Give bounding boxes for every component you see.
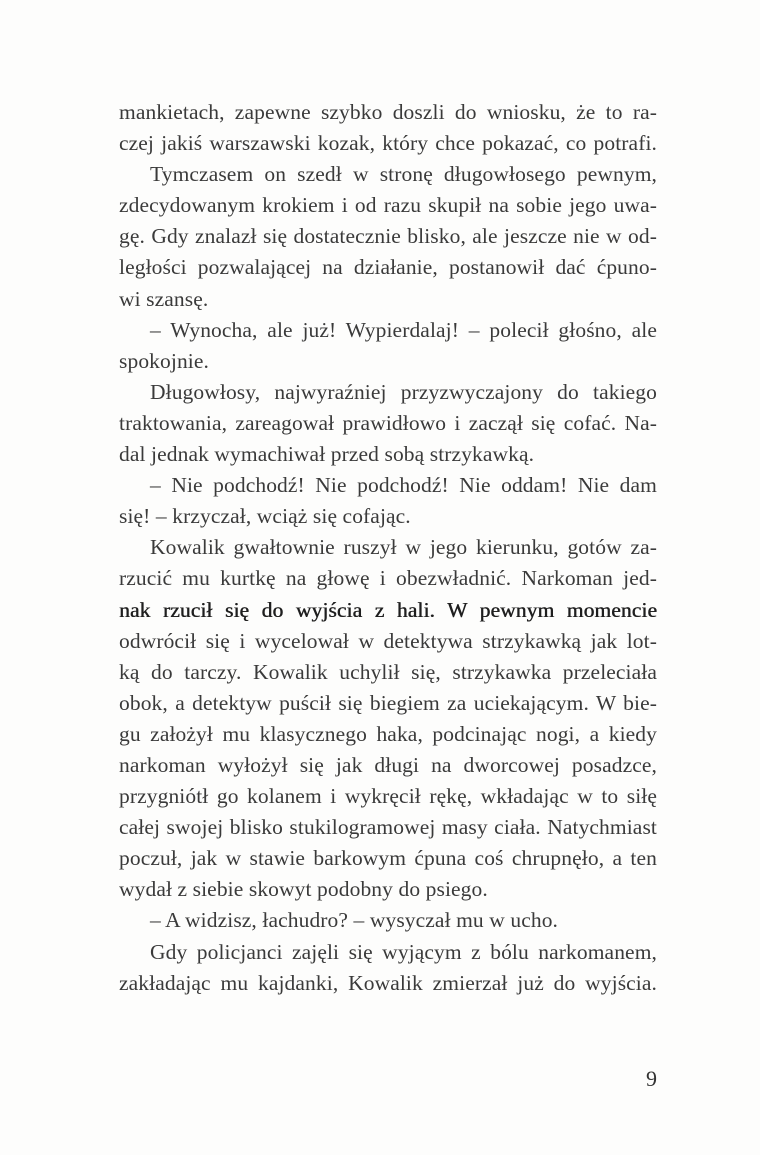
paragraph [119,905,657,936]
text-line: narkoman wyłożył się jak długi na dworcowej posadzce, [119,752,657,777]
text-line: – Nie podchodź! Nie podchodź! Nie oddam! Nie dam [150,473,657,498]
text-line: – A widzisz, łachudro? – wysyczał mu w ucho. [150,908,559,933]
paragraph [119,937,657,999]
text-line: zdecydowanym krokiem i od razu skupił na sobie jego uwa- [119,193,657,218]
text-line: ką do tarczy. Kowalik uchylił się, strzykawka przeleciała [119,659,657,684]
text-line: zakładając mu kajdanki, Kowalik zmierzał już do wyjścia. [119,970,657,995]
paragraph [119,159,657,314]
paragraph [119,315,657,377]
paragraph [119,97,657,159]
text-block [119,97,657,999]
text-line: traktowania, zareagował prawidłowo i zaczął się cofać. Na- [119,410,657,435]
text-line: spokojnie. [119,348,209,373]
text-line: gę. Gdy znalazł się dostatecznie blisko, ale jeszcze nie w od- [119,224,657,249]
paragraph [119,532,657,905]
text-line: nak rzucił się do wyjścia z hali. W pewnym momencie [119,597,657,622]
text-line: – Wynocha, ale już! Wypierdalaj! – polecił głośno, ale [150,317,657,342]
paragraph [119,377,657,470]
text-line: wydał z siebie skowyt podobny do psiego. [119,877,488,902]
text-line: Gdy policjanci zajęli się wyjącym z bólu narkomanem, [150,939,657,964]
page-number: 9 [646,1066,657,1091]
text-line: mankietach, zapewne szybko doszli do wniosku, że to ra- [119,100,657,124]
text-line: obok, a detektyw puścił się biegiem za uciekającym. W bie- [119,690,657,715]
text-line: się! – krzyczał, wciąż się cofając. [119,504,411,529]
text-line: Tymczasem on szedł w stronę długowłosego pewnym, [150,162,657,187]
text-line: wi szansę. [119,286,209,311]
text-line: Kowalik gwałtownie ruszył w jego kierunku, gotów za- [150,535,657,560]
text-line: poczuł, jak w stawie barkowym ćpuna coś chrupnęło, a ten [119,846,657,871]
paragraph [119,470,657,532]
text-line: przygniótł go kolanem i wykręcił rękę, wkładając w to siłę [119,784,657,809]
text-line: dal jednak wymachiwał przed sobą strzykawką. [119,442,535,467]
text-line: Długowłosy, najwyraźniej przyzwyczajony do takiego [150,379,657,404]
text-line: całej swojej blisko stukilogramowej masy ciała. Natychmiast [119,815,657,840]
text-line: odwrócił się i wycelował w detektywa strzykawką jak lot- [119,628,657,653]
text-line: rzucić mu kurtkę na głowę i obezwładnić. Narkoman jed- [119,566,657,591]
text-line: czej jakiś warszawski kozak, który chce pokazać, co potrafi. [119,131,657,156]
text-line: gu założył mu klasycznego haka, podcinając nogi, a kiedy [119,721,657,746]
text-line: ległości pozwalającej na działanie, postanowił dać ćpuno- [119,255,657,280]
